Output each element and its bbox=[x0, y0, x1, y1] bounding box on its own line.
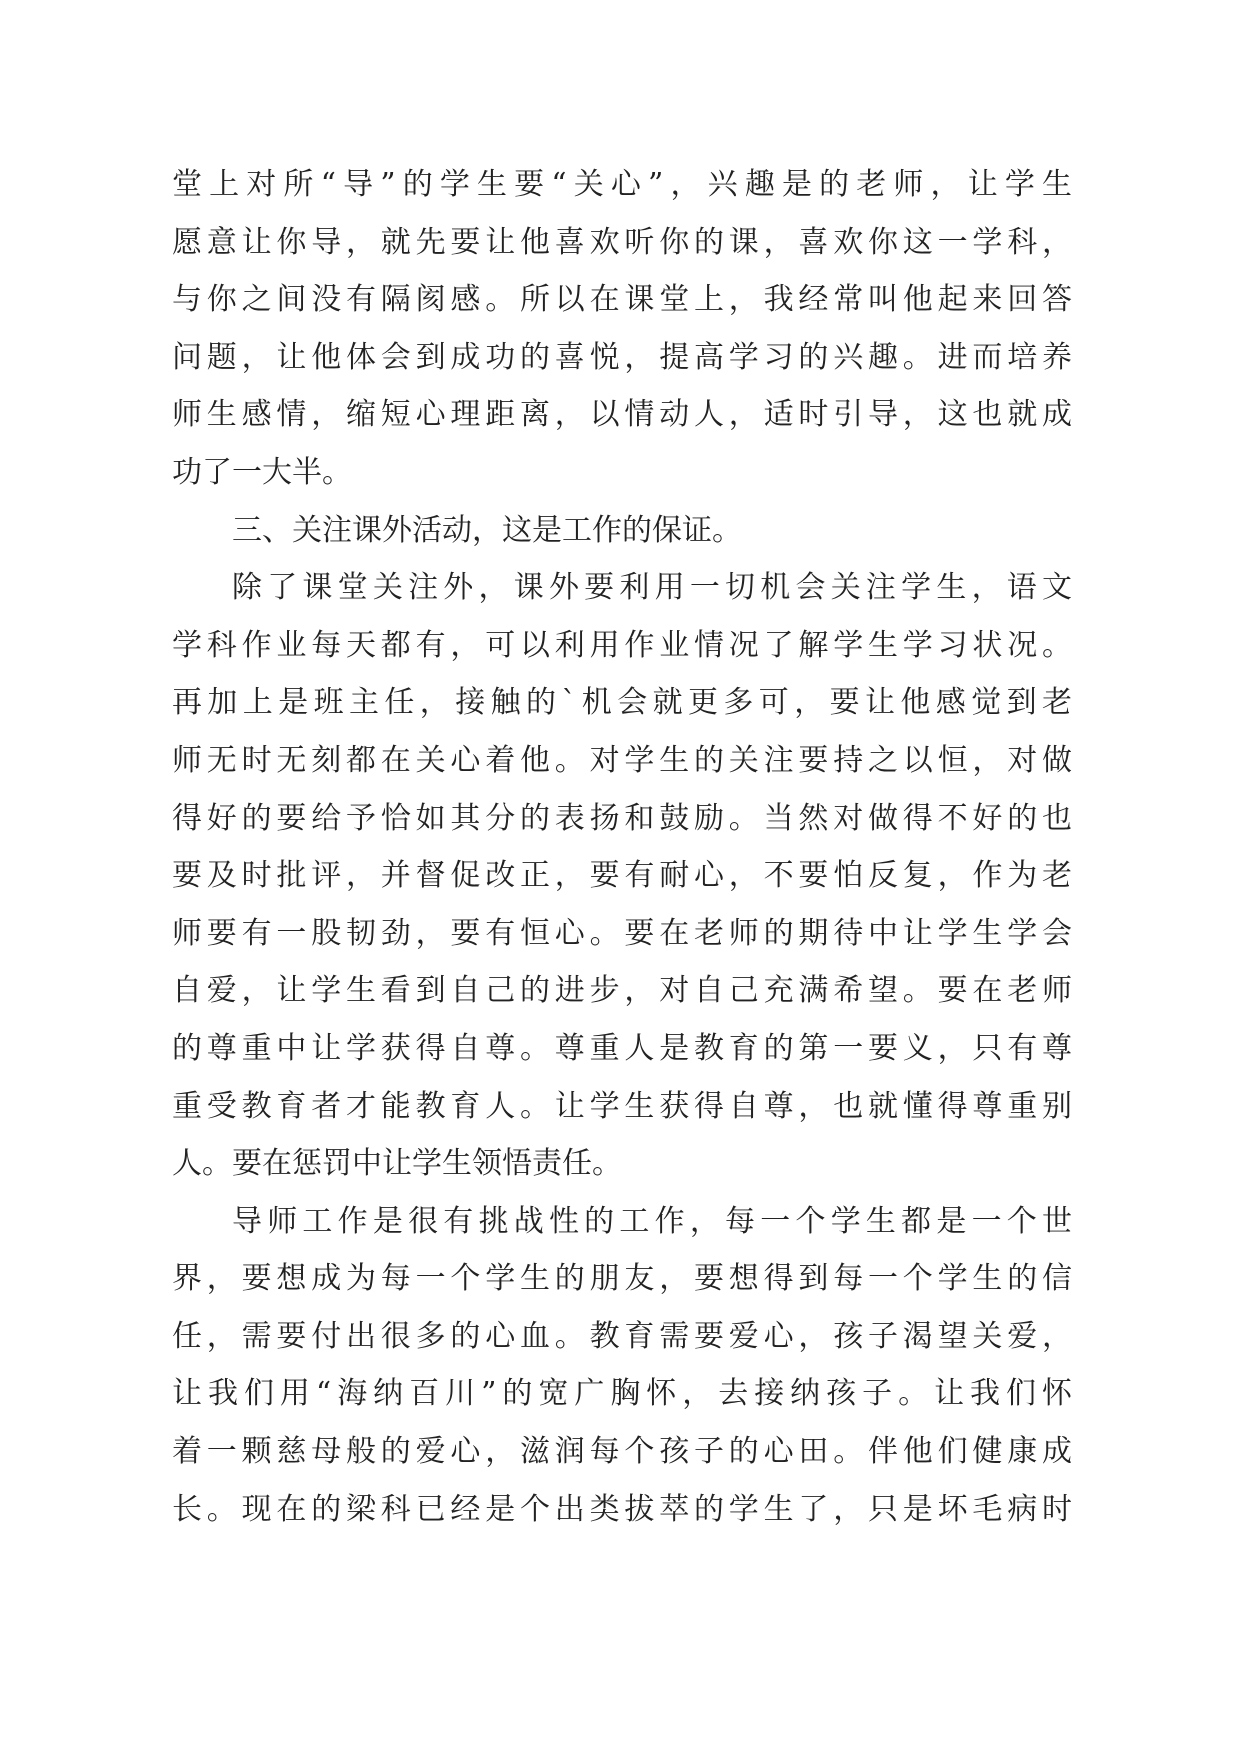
text-line: 师要有一股韧劲，要有恒心。要在老师的期待中让学生学会 bbox=[172, 915, 1072, 951]
text-line: 界，要想成为每一个学生的朋友，要想得到每一个学生的信 bbox=[172, 1261, 1072, 1297]
text-line: 除了课堂关注外，课外要利用一切机会关注学生，语文 bbox=[232, 570, 1072, 606]
text-line: 师无时无刻都在关心着他。对学生的关注要持之以恒，对做 bbox=[172, 742, 1072, 778]
text-line: 愿意让你导，就先要让他喜欢听你的课，喜欢你这一学科， bbox=[172, 224, 1072, 260]
text-line: 人。要在惩罚中让学生领悟责任。 bbox=[172, 1146, 622, 1182]
section-heading-3 bbox=[172, 502, 1072, 560]
text-line: 着一颗慈母般的爱心，滋润每个孩子的心田。伴他们健康成 bbox=[172, 1434, 1072, 1470]
paragraph-3 bbox=[172, 1193, 1072, 1539]
text-line: 要及时批评，并督促改正，要有耐心，不要怕反复，作为老 bbox=[172, 858, 1072, 894]
paragraph-2 bbox=[172, 559, 1072, 1193]
text-line: 问题，让他体会到成功的喜悦，提高学习的兴趣。进而培养 bbox=[172, 339, 1072, 375]
text-line: 与你之间没有隔阂感。所以在课堂上，我经常叫他起来回答 bbox=[172, 282, 1072, 318]
text-line: 堂上对所“导”的学生要“关心”，兴趣是的老师，让学生 bbox=[172, 167, 1072, 202]
document-body bbox=[172, 156, 1072, 1538]
text-line: 导师工作是很有挑战性的工作，每一个学生都是一个世 bbox=[232, 1203, 1072, 1239]
text-line: 师生感情，缩短心理距离，以情动人，适时引导，这也就成 bbox=[172, 397, 1072, 433]
text-line: 自爱，让学生看到自己的进步，对自己充满希望。要在老师 bbox=[172, 973, 1072, 1009]
paragraph-1 bbox=[172, 156, 1072, 502]
text-line: 功了一大半。 bbox=[172, 454, 352, 490]
text-line: 让我们用“海纳百川”的宽广胸怀，去接纳孩子。让我们怀 bbox=[172, 1376, 1072, 1412]
text-line: 重受教育者才能教育人。让学生获得自尊，也就懂得尊重别 bbox=[172, 1088, 1072, 1124]
text-line: 得好的要给予恰如其分的表扬和鼓励。当然对做得不好的也 bbox=[172, 800, 1072, 836]
text-line: 长。现在的梁科已经是个出类拔萃的学生了，只是坏毛病时 bbox=[172, 1491, 1072, 1527]
text-line: 三、关注课外活动，这是工作的保证。 bbox=[232, 512, 742, 548]
text-line: 任，需要付出很多的心血。教育需要爱心，孩子渴望关爱， bbox=[172, 1318, 1072, 1354]
text-line: 再加上是班主任，接触的`机会就更多可，要让他感觉到老 bbox=[172, 685, 1072, 721]
text-line: 学科作业每天都有，可以利用作业情况了解学生学习状况。 bbox=[172, 627, 1072, 663]
text-line: 的尊重中让学获得自尊。尊重人是教育的第一要义，只有尊 bbox=[172, 1030, 1072, 1066]
